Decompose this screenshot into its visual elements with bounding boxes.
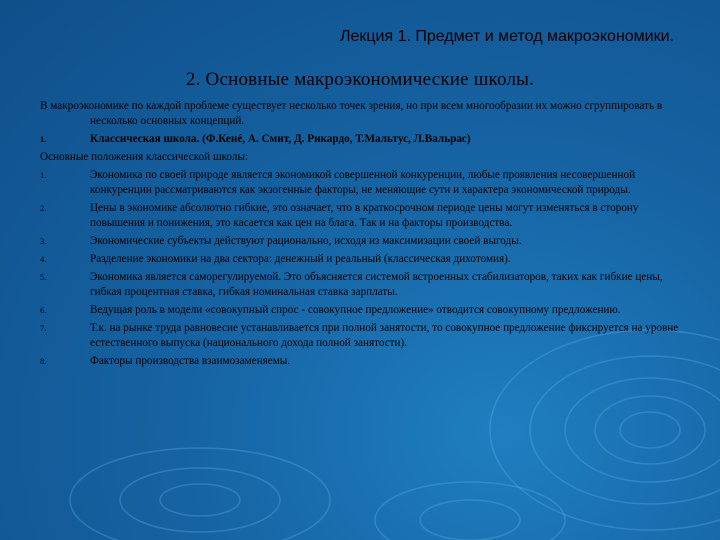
list-item-text: Экономика по своей природе является экономикой совершенной конкуренции, любые проявления несовершенной конкуренции рассматриваются как экзогенные факторы, не меняющие сути и характера экономической природы.	[90, 169, 636, 196]
list-item	[40, 252, 680, 267]
list-item-number: 8.	[40, 356, 47, 366]
list-item-number: 1.	[40, 170, 47, 180]
list-item-number: 4.	[40, 254, 47, 264]
list-item-number: 2.	[40, 203, 47, 213]
school-number: 1.	[40, 134, 47, 144]
list-item-text: Разделение экономики на два сектора: денежный и реальный (классическая дихотомия).	[90, 253, 511, 265]
list-item	[40, 321, 680, 351]
school-heading	[40, 132, 680, 147]
list-item-number: 3.	[40, 236, 47, 246]
list-item	[40, 354, 680, 369]
list-item-text: Цены в экономике абсолютно гибкие, это означает, что в краткосрочном периоде цены могут изменяться в сторону повышения и понижения, это касается как цен на блага. Так и на факторы производства.	[90, 202, 639, 229]
list-item-text: Экономика является саморегулируемой. Это объясняется системой встроенных стабилизаторов, таких как гибкие цены, гибкая процентная ставка, гибкая номинальная ставка зарплаты.	[90, 271, 663, 298]
list-item-number: 7.	[40, 323, 47, 333]
lecture-header: Лекция 1. Предмет и метод макроэкономики.	[339, 28, 674, 45]
school-text: Классическая школа. (Ф.Кенé, А. Смит, Д. Рикардо, Т.Мальтус, Л.Вальрас)	[90, 133, 471, 145]
list-item	[40, 303, 680, 318]
list-item-text: Факторы производства взаимозаменяемы.	[90, 355, 291, 367]
principles-subheading: Основные положения классической школы:	[40, 151, 249, 163]
list-item	[40, 270, 680, 300]
list-item-number: 6.	[40, 305, 47, 315]
list-item	[40, 201, 680, 231]
list-item-text: Ведущая роль в модели «совокупный спрос - совокупное предложение» отводится совокупному предложению.	[90, 304, 621, 316]
list-item	[40, 168, 680, 198]
list-item-text: Экономические субъекты действуют рационально, исходя из максимизации своей выгоды.	[90, 235, 522, 247]
list-item-text: Т.к. на рынке труда равновесие устанавливается при полной занятости, то совокупное предложение фиксируется на уровне естественного выпуска (национального дохода полной занятости).	[90, 322, 679, 349]
list-item-number: 5.	[40, 272, 47, 282]
slide-title: 2. Основные макроэкономические школы.	[185, 69, 535, 90]
intro-paragraph: В макроэкономике по каждой проблеме существует несколько точек зрения, но при всем многообразии их можно сгруппировать в несколько основных концепций.	[40, 100, 663, 127]
slide-body	[40, 99, 680, 372]
list-item	[40, 234, 680, 249]
